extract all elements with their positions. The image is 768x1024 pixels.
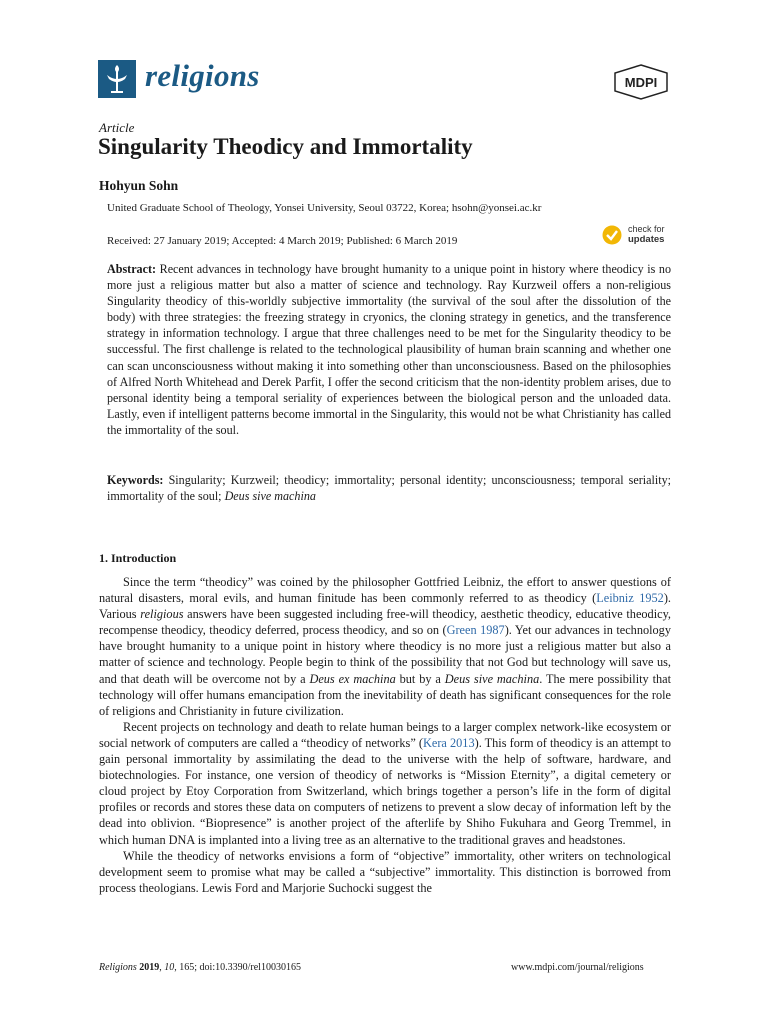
paragraph-2: Recent projects on technology and death to relate human beings to a larger complex network-like ecosystem or social network of computers are called a “theodicy of networks” (Kera 2013). This form of theodicy is an attempt to gain personal immortality by assimilating the dead to the universe with the help of software, hardware, and biotechnologies. For instance, one version of theodicy of networks is “Mission Eternity”, a digital cemetery or cloud project by Etoy Corporation from Switzerland, which brings together a person’s life in the form of digital profiles or records and stores these data on computers of netizens to prevent a slow decay of information left by the dead into oblivion. “Biopresence” is another project of the afterlife by Shiho Fukuhara and Georg Tremmel, in which human DNA is implanted into a living tree as an alternative to the traditional graves and headstones. bbox=[99, 719, 671, 847]
paragraph-1: Since the term “theodicy” was coined by the philosopher Gottfried Leibniz, the effort to answer questions of natural disasters, moral evils, and human finitude has been commonly referred to as theodicy (Leibniz 1952). Various religious answers have been suggested including free-will theodicy, aesthetic theodicy, educative theodicy, recompense theodicy, theodicy deferred, process theodicy, and so on (Green 1987). Yet our advances in technology have brought humanity to a unique point in history where theodicy is no more just a religious matter but also a matter of science and technology. People begin to think of the possibility that not God but technology will save us, and that death will be overcome not by a Deus ex machina but by a Deus sive machina. The mere possibility that technology will offer humans emancipation from the inevitability of death has significant consequences for the role of religions and Christianity in future civilization. bbox=[99, 575, 672, 718]
abstract-text: Recent advances in technology have brought humanity to a unique point in history where theodicy is no more just a religious matter but also a matter of science and technology. Ray Kurzweil offers a non-religious Singularity theodicy of this-worldly subjective immortality (the survival of the soul after the dissolution of the body) with three strategies: the freezing strategy in cryonics, the cloning strategy in genetics, and the transference strategy in information technology. I argue that three challenges need to be met for the Singularity theodicy to be successful. The first challenge is related to the technological plausibility of human brain scanning and whether one can scan unconsciousness without making it into something other than unconsciousness. Based on the philosophies of Alfred North Whitehead and Derek Parfit, I offer the second criticism that the non-identity problem arises, due to personal identity being a temporal seriality of experiences between the biological person and the unloaded data. Lastly, even if intelligent patterns become immortal in the Singularity, this would not be what Christianity has called the immortality of the soul. bbox=[107, 262, 671, 437]
publisher-name: MDPI bbox=[624, 75, 658, 90]
footer-citation: Religions 2019, 10, 165; doi:10.3390/rel10030165 bbox=[99, 962, 301, 973]
author-name: Hohyun Sohn bbox=[99, 178, 179, 193]
keywords bbox=[107, 472, 671, 504]
journal-name: religions bbox=[145, 58, 260, 93]
keywords-text: Singularity; Kurzweil; theodicy; immortality; personal identity; unconsciousness; temporal seriality; immortality of the soul; bbox=[107, 473, 671, 504]
check-updates-line1: check for bbox=[628, 224, 665, 234]
abstract bbox=[107, 261, 671, 438]
check-updates-line2: updates bbox=[628, 234, 665, 245]
article-type: Article bbox=[99, 120, 135, 135]
citation-link[interactable]: Leibniz 1952 bbox=[596, 591, 664, 606]
author-affiliation: United Graduate School of Theology, Yonsei University, Seoul 03722, Korea; hsohn@yonsei.ac.kr bbox=[107, 202, 542, 214]
introduction-body bbox=[99, 574, 671, 896]
keywords-label: Keywords: bbox=[107, 473, 164, 487]
paragraph-3: While the theodicy of networks envisions a form of “objective” immortality, other writers on technological development seem to promise what may be called a “subjective” immortality. This distinction is borrowed from process theologians. Lewis Ford and Marjorie Suchocki suggest the bbox=[99, 848, 671, 895]
publication-dates: Received: 27 January 2019; Accepted: 4 March 2019; Published: 6 March 2019 bbox=[107, 235, 458, 247]
footer-url[interactable]: www.mdpi.com/journal/religions bbox=[511, 962, 644, 973]
section-heading: 1. Introduction bbox=[99, 551, 177, 565]
article-title: Singularity Theodicy and Immortality bbox=[98, 134, 473, 159]
citation-link[interactable]: Green 1987 bbox=[446, 623, 505, 638]
check-for-updates-badge[interactable] bbox=[602, 222, 672, 248]
journal-logo-icon bbox=[98, 60, 136, 98]
checkmark-icon bbox=[602, 225, 622, 245]
keywords-italic-term: Deus sive machina bbox=[224, 489, 316, 504]
mdpi-logo-icon bbox=[612, 64, 670, 100]
citation-link[interactable]: Kera 2013 bbox=[423, 735, 475, 750]
abstract-label: Abstract: bbox=[107, 262, 157, 276]
